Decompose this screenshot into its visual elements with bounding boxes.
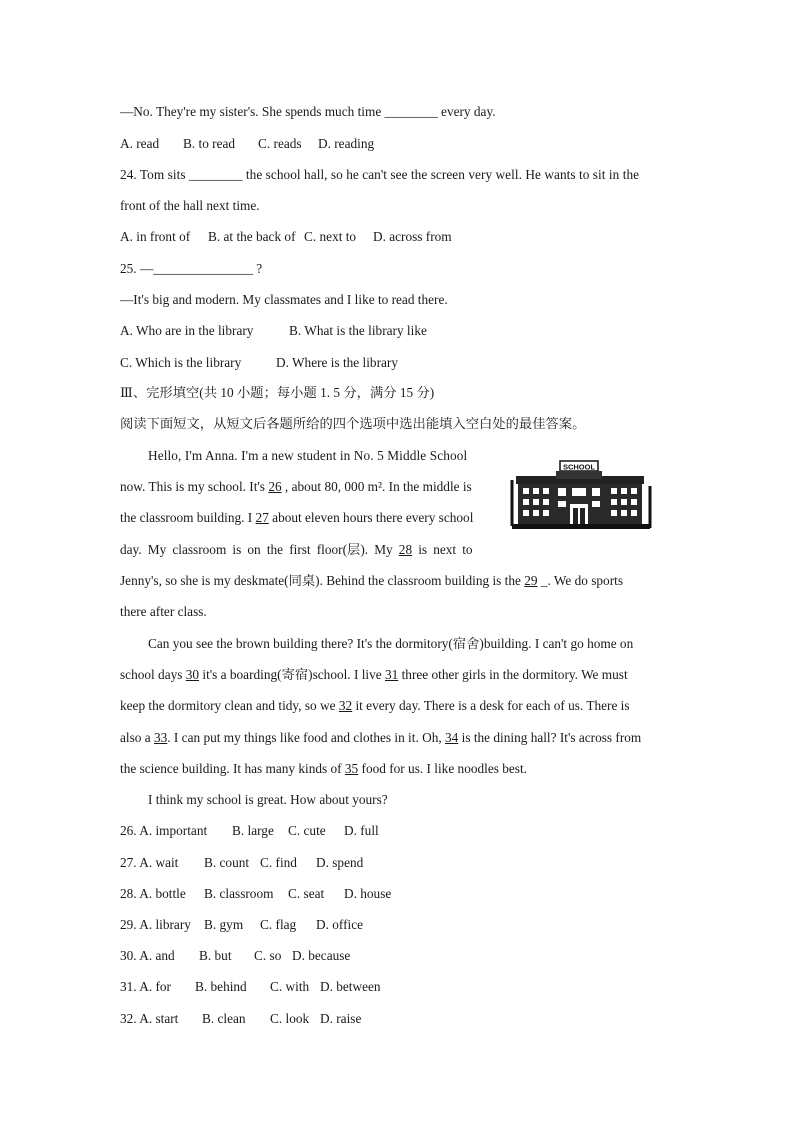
q25-reply: —It's big and modern. My classmates and I like to read there. — [120, 292, 448, 307]
passage-p2-line1: Can you see the brown building there? It's the dormitory(宿舍)building. I can't go home on — [148, 636, 634, 651]
q31-option-a: 31. A. for — [120, 979, 171, 994]
q24-stem-cont: front of the hall next time. — [120, 198, 260, 213]
passage-p3-line1: I think my school is great. How about yours? — [148, 792, 388, 807]
q23-option-c: C. reads — [258, 136, 302, 151]
q24-option-b: B. at the back of — [208, 229, 296, 244]
blank-26: 26 — [268, 479, 282, 494]
q24-option-c: C. next to — [304, 229, 357, 244]
section-heading: Ⅲ、完形填空(共 10 小题；每小题 1. 5 分，满分 15 分) — [120, 385, 435, 400]
passage-p2-line3: keep the dormitory clean and tidy, so we 32 it every day. There is a desk for each of us. There is — [120, 698, 630, 713]
q25-option-c: C. Which is the library — [120, 355, 242, 370]
blank-31: 31 — [384, 667, 399, 682]
blank-27: 27 — [255, 510, 269, 525]
q28-option-a: 28. A. bottle — [120, 886, 186, 901]
q29-option-b: B. gym — [204, 917, 244, 932]
q25-option-a: A. Who are in the library — [120, 323, 254, 338]
q31-option-b: B. behind — [195, 979, 247, 994]
passage-p2-line2: school days 30 it's a boarding(寄宿)school. I live 31 three other girls in the dormitory. We must — [120, 667, 628, 682]
q26-option-b: B. large — [232, 823, 274, 838]
passage-p1-line1: Hello, I'm Anna. I'm a new student in No. 5 Middle School — [148, 448, 468, 463]
passage-p2-line4: also a 33. I can put my things like food and clothes in it. Oh, 34 is the dining hall? It's across from — [120, 730, 642, 745]
q32-option-d: D. raise — [320, 1011, 362, 1026]
section-instruction: 阅读下面短文，从短文后各题所给的四个选项中选出能填入空白处的最佳答案。 — [120, 416, 586, 431]
passage-p1-line6: there after class. — [120, 604, 207, 619]
q26-option-a: 26. A. important — [120, 823, 208, 838]
q27-option-a: 27. A. wait — [120, 855, 179, 870]
blank-30: 30 — [185, 667, 200, 682]
q30-option-b: B. but — [199, 948, 232, 963]
q26-option-d: D. full — [344, 823, 379, 838]
q25-option-b: B. What is the library like — [289, 323, 427, 338]
q25-option-d: D. Where is the library — [276, 355, 398, 370]
q29-option-c: C. flag — [260, 917, 297, 932]
q29-option-a: 29. A. library — [120, 917, 191, 932]
school-building-image — [510, 456, 652, 534]
q23-option-b: B. to read — [183, 136, 236, 151]
passage-p1-line3: the classroom building. I 27 about eleven hours there every school — [120, 510, 474, 525]
q31-option-d: D. between — [320, 979, 381, 994]
q27-option-d: D. spend — [316, 855, 364, 870]
q30-option-a: 30. A. and — [120, 948, 175, 963]
q32-option-a: 32. A. start — [120, 1011, 179, 1026]
q26-option-c: C. cute — [288, 823, 326, 838]
q30-option-d: D. because — [292, 948, 351, 963]
passage-p1-line5: Jenny's, so she is my deskmate(同桌). Behind the classroom building is the 29 _. We do sports — [120, 573, 623, 588]
passage-p1-line2: now. This is my school. It's 26 , about 80, 000 m². In the middle is — [120, 479, 472, 494]
q28-option-b: B. classroom — [204, 886, 274, 901]
q23-reply: —No. They're my sister's. She spends much time ________ every day. — [120, 104, 496, 119]
blank-34: 34 — [445, 730, 459, 745]
q24-option-a: A. in front of — [120, 229, 191, 244]
q31-option-c: C. with — [270, 979, 310, 994]
school-sign-text: SCHOOL — [562, 462, 596, 472]
blank-32: 32 — [338, 698, 353, 713]
passage-p1-line4: day. My classroom is on the first floor(层). My 28 is next to — [120, 542, 473, 557]
passage-p2-line5: the science building. It has many kinds of 35 food for us. I like noodles best. — [120, 761, 527, 776]
q25-stem: 25. —_______________ ? — [120, 261, 263, 276]
q27-option-b: B. count — [204, 855, 250, 870]
blank-35: 35 — [344, 761, 359, 776]
q28-option-d: D. house — [344, 886, 392, 901]
blank-33: 33 — [153, 730, 168, 745]
q23-option-a: A. read — [120, 136, 160, 151]
q24-stem: 24. Tom sits ________ the school hall, so he can't see the screen very well. He wants to sit in the — [120, 167, 640, 182]
q29-option-d: D. office — [316, 917, 364, 932]
q24-option-d: D. across from — [373, 229, 452, 244]
blank-29: 29 — [524, 573, 538, 588]
q28-option-c: C. seat — [288, 886, 325, 901]
q30-option-c: C. so — [254, 948, 282, 963]
q27-option-c: C. find — [260, 855, 297, 870]
q32-option-c: C. look — [270, 1011, 310, 1026]
blank-28: 28 — [398, 542, 413, 557]
q32-option-b: B. clean — [202, 1011, 246, 1026]
q23-option-d: D. reading — [318, 136, 375, 151]
